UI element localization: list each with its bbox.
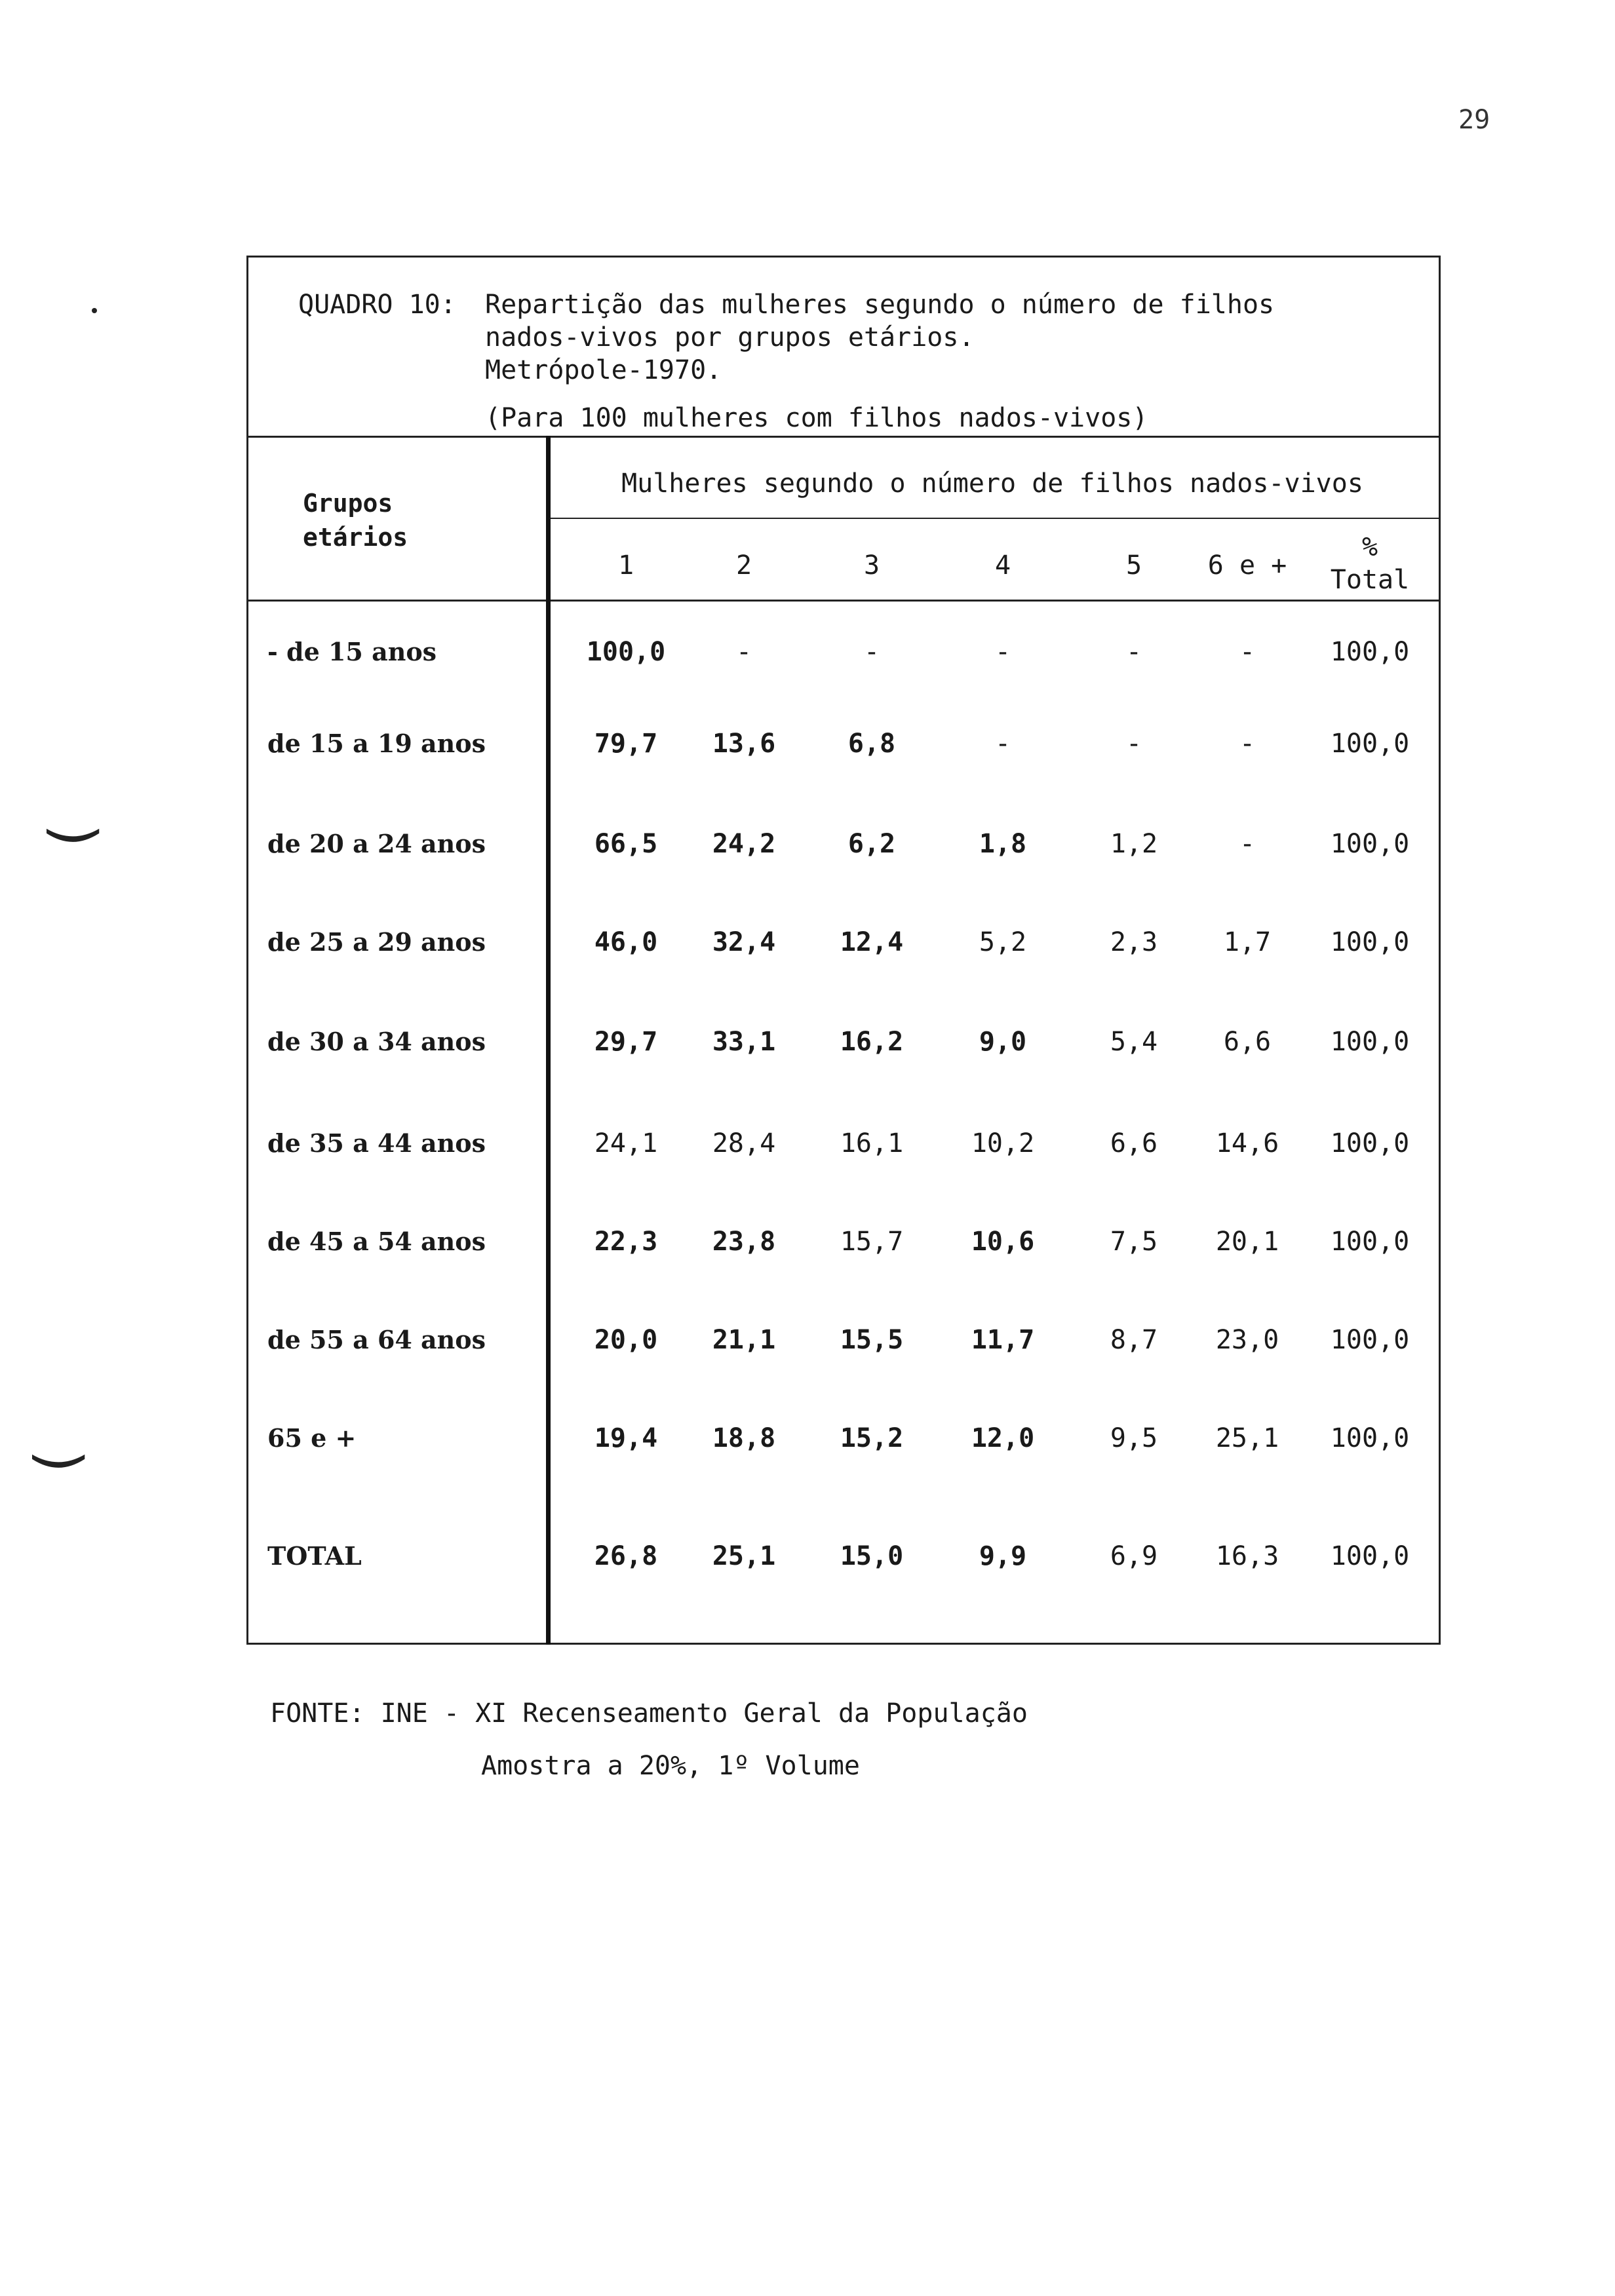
column-group-header: Mulheres segundo o número de filhos nados-vivos	[621, 469, 1363, 499]
table-cell: 100,0	[1330, 829, 1410, 859]
table-cell: 6,6	[1110, 1128, 1158, 1158]
table-cell: 9,0	[979, 1027, 1027, 1057]
table-cell: 12,0	[971, 1423, 1035, 1453]
table-cell: 9,9	[979, 1541, 1027, 1571]
table-cell: 24,1	[594, 1128, 658, 1158]
table-cell: 14,6	[1215, 1128, 1279, 1158]
table-cell: 28,4	[712, 1128, 776, 1158]
row-label: - de 15 anos	[267, 637, 437, 666]
caption-line: nados-vivos por grupos etários.	[485, 322, 975, 353]
table-cell: 19,4	[594, 1423, 658, 1453]
table-cell: 5,4	[1110, 1027, 1158, 1057]
column-header: 5	[1125, 550, 1142, 581]
table-cell: 15,5	[840, 1325, 904, 1355]
table-cell: 6,8	[847, 729, 896, 759]
table-cell: 18,8	[712, 1423, 776, 1453]
table-cell: 12,4	[840, 927, 904, 957]
table-cell: 6,6	[1223, 1027, 1272, 1057]
table-cell: 100,0	[1330, 1128, 1410, 1158]
table-cell: -	[1239, 637, 1256, 667]
row-header	[303, 486, 408, 554]
caption-note: (Para 100 mulheres com filhos nados-vivos)	[485, 403, 1148, 433]
table-cell: 10,2	[971, 1128, 1035, 1158]
column-header: 3	[863, 550, 880, 581]
column-header: 4	[994, 550, 1011, 581]
table-cell: 100,0	[1330, 729, 1410, 759]
table-cell: -	[1125, 637, 1142, 667]
column-header: 6 e +	[1207, 550, 1287, 581]
table-row	[262, 1215, 1435, 1268]
row-label: de 55 a 64 anos	[267, 1325, 486, 1354]
table-cell: -	[1239, 829, 1256, 859]
column-header: 1	[617, 550, 634, 581]
table-cell: 10,6	[971, 1227, 1035, 1257]
table-cell: 23,8	[712, 1227, 776, 1257]
table-cell: 15,2	[840, 1423, 904, 1453]
percent-sign: %	[1361, 532, 1378, 562]
table-cell: 79,7	[594, 729, 658, 759]
table-caption	[298, 288, 1347, 387]
table-cell: -	[1239, 729, 1256, 759]
table-row	[262, 916, 1435, 968]
table-cell: 32,4	[712, 927, 776, 957]
table-cell: 15,0	[840, 1541, 904, 1571]
row-header-line: Grupos	[303, 489, 393, 518]
table-cell: 25,1	[1215, 1423, 1279, 1453]
table-cell: 20,0	[594, 1325, 658, 1355]
table-cell: -	[1125, 729, 1142, 759]
table-cell: 100,0	[1330, 1027, 1410, 1057]
punch-hole-mark: (	[37, 824, 106, 847]
table-cell: 100,0	[1330, 637, 1410, 667]
row-header-line: etários	[303, 523, 408, 552]
table-cell: 100,0	[1330, 1325, 1410, 1355]
table-cell: 46,0	[594, 927, 658, 957]
table-cell: 16,1	[840, 1128, 904, 1158]
table-cell: 1,7	[1223, 927, 1272, 957]
source-note	[270, 1687, 1028, 1792]
caption-divider	[246, 436, 1441, 438]
table-cell: 100,0	[1330, 1423, 1410, 1453]
total-label: Total	[1330, 565, 1410, 595]
table-cell: 16,3	[1215, 1541, 1279, 1571]
row-label: de 30 a 34 anos	[267, 1027, 486, 1056]
table-row-total	[262, 1530, 1435, 1582]
table-cell: 100,0	[1330, 1227, 1410, 1257]
table-cell: 5,2	[979, 927, 1027, 957]
table-cell: 21,1	[712, 1325, 776, 1355]
table-cell: 7,5	[1110, 1227, 1158, 1257]
table-cell: -	[994, 637, 1011, 667]
table-cell: 33,1	[712, 1027, 776, 1057]
table-cell: 9,5	[1110, 1423, 1158, 1453]
table-cell: -	[735, 637, 752, 667]
table-cell: 6,9	[1110, 1541, 1158, 1571]
table-cell: 23,0	[1215, 1325, 1279, 1355]
table-cell: 15,7	[840, 1227, 904, 1257]
caption-line: Repartição das mulheres segundo o número de filhos	[485, 290, 1275, 320]
table-row	[262, 1117, 1435, 1170]
row-label: de 25 a 29 anos	[267, 927, 486, 957]
table-row	[262, 1412, 1435, 1464]
table-cell: -	[994, 729, 1011, 759]
total-column-header	[1311, 531, 1429, 596]
table-cell: 25,1	[712, 1541, 776, 1571]
table-cell: 2,3	[1110, 927, 1158, 957]
table-cell: 11,7	[971, 1325, 1035, 1355]
table-row	[262, 718, 1435, 770]
source-line: Amostra a 20%, 1º Volume	[481, 1751, 860, 1781]
row-label: de 15 a 19 anos	[267, 729, 486, 758]
header-bottom-rule	[246, 600, 1441, 602]
table-row	[262, 1314, 1435, 1366]
table-row	[262, 818, 1435, 870]
table-cell: 100,0	[586, 637, 666, 667]
column-header: 2	[735, 550, 752, 581]
row-label: de 45 a 54 anos	[267, 1227, 486, 1256]
table-cell: 1,2	[1110, 829, 1158, 859]
table-cell: 1,8	[979, 829, 1027, 859]
punch-hole-mark: (	[22, 1449, 92, 1473]
page-number: 29	[1458, 105, 1490, 135]
table-cell: 6,2	[847, 829, 896, 859]
margin-dot	[92, 308, 97, 313]
table-cell: 20,1	[1215, 1227, 1279, 1257]
row-label: de 20 a 24 anos	[267, 829, 486, 858]
caption-line: Metrópole-1970.	[485, 355, 722, 385]
header-divider	[551, 518, 1441, 519]
row-label: 65 e +	[267, 1423, 357, 1453]
table-cell: 100,0	[1330, 927, 1410, 957]
source-line: FONTE: INE - XI Recenseamento Geral da População	[270, 1698, 1028, 1729]
table-row	[262, 1016, 1435, 1068]
table-cell: 16,2	[840, 1027, 904, 1057]
table-cell: -	[863, 637, 880, 667]
table-cell: 8,7	[1110, 1325, 1158, 1355]
table-cell: 13,6	[712, 729, 776, 759]
table-cell: 66,5	[594, 829, 658, 859]
table-cell: 24,2	[712, 829, 776, 859]
table-cell: 26,8	[594, 1541, 658, 1571]
caption-label: QUADRO 10:	[298, 290, 456, 320]
table-cell: 29,7	[594, 1027, 658, 1057]
row-label: de 35 a 44 anos	[267, 1128, 486, 1158]
table-cell: 100,0	[1330, 1541, 1410, 1571]
table-cell: 22,3	[594, 1227, 658, 1257]
table-row	[262, 626, 1435, 678]
row-label: TOTAL	[267, 1541, 362, 1571]
